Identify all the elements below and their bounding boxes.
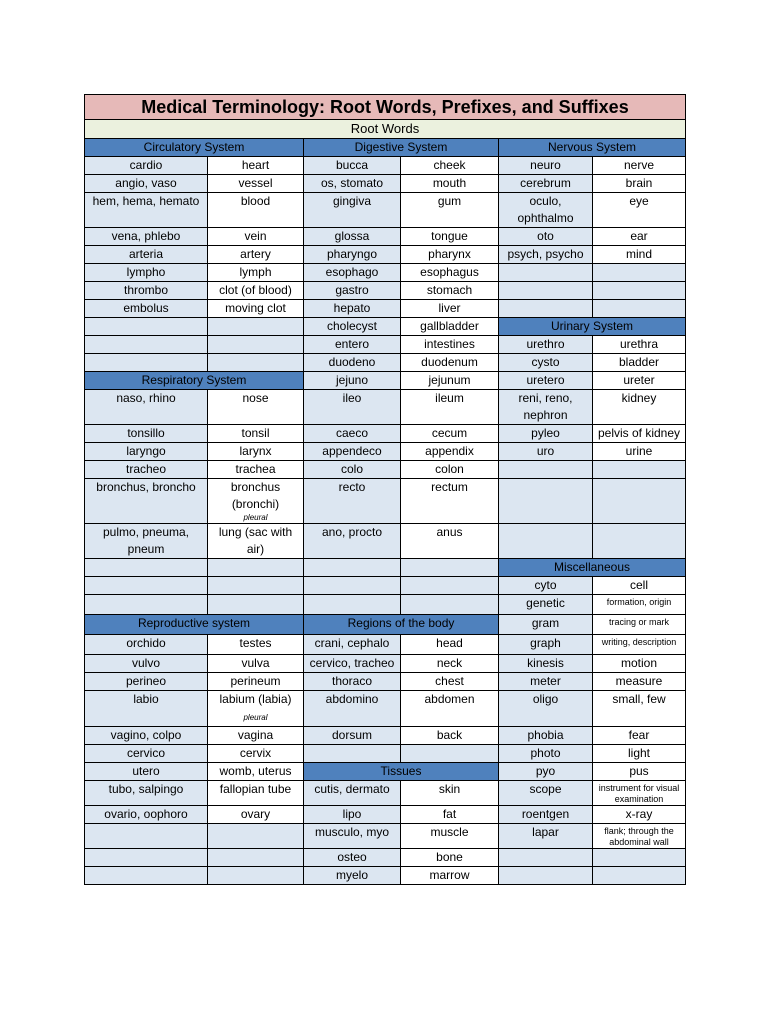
- table-cell: labium (labia) pleural: [208, 691, 304, 727]
- empty-cell: [499, 264, 593, 282]
- root-term: naso, rhino: [85, 390, 208, 425]
- table-row: [85, 318, 686, 336]
- table-row: [85, 300, 686, 318]
- root-term: photo: [499, 745, 593, 763]
- root-term: oculo, ophthalmo: [499, 193, 593, 228]
- table-row: [85, 461, 686, 479]
- term-meaning: mouth: [401, 175, 499, 193]
- table-row: [85, 228, 686, 246]
- term-meaning: larynx: [208, 443, 304, 461]
- table-row: [85, 175, 686, 193]
- empty-cell: [499, 282, 593, 300]
- root-term: esophago: [304, 264, 401, 282]
- empty-cell: [593, 849, 686, 867]
- table-cell: tracing or mark: [593, 615, 686, 635]
- term-meaning: ureter: [593, 372, 686, 390]
- term-meaning: artery: [208, 246, 304, 264]
- table-cell: instrument for visual examination: [593, 781, 686, 806]
- empty-cell: [85, 867, 208, 885]
- root-term: vena, phlebo: [85, 228, 208, 246]
- term-meaning: clot (of blood): [208, 282, 304, 300]
- root-term: scope: [499, 781, 593, 806]
- root-term: orchido: [85, 635, 208, 655]
- table-row: [85, 655, 686, 673]
- term-meaning: back: [401, 727, 499, 745]
- empty-cell: [593, 300, 686, 318]
- root-term: gram: [499, 615, 593, 635]
- empty-cell: [401, 745, 499, 763]
- root-term: duodeno: [304, 354, 401, 372]
- empty-cell: [593, 867, 686, 885]
- section-header: Circulatory System: [85, 139, 304, 157]
- empty-cell: [593, 461, 686, 479]
- empty-cell: [208, 577, 304, 595]
- page-title: Medical Terminology: Root Words, Prefixes, and Suffixes: [85, 95, 686, 120]
- term-meaning: muscle: [401, 824, 499, 849]
- root-term: lapar: [499, 824, 593, 849]
- root-term: ileo: [304, 390, 401, 425]
- term-meaning: marrow: [401, 867, 499, 885]
- table-row: [85, 763, 686, 781]
- table-row: [85, 673, 686, 691]
- root-term: phobia: [499, 727, 593, 745]
- table-row: [85, 157, 686, 175]
- empty-cell: [208, 336, 304, 354]
- table-row: [85, 781, 686, 806]
- table-row: [85, 139, 686, 157]
- term-meaning: anus: [401, 524, 499, 559]
- term-meaning: womb, uterus: [208, 763, 304, 781]
- table-row: [85, 390, 686, 425]
- term-meaning: liver: [401, 300, 499, 318]
- root-term: musculo, myo: [304, 824, 401, 849]
- table-row: [85, 824, 686, 849]
- empty-cell: [208, 867, 304, 885]
- root-term: oto: [499, 228, 593, 246]
- root-term: thrombo: [85, 282, 208, 300]
- root-term: labio: [85, 691, 208, 727]
- root-term: lympho: [85, 264, 208, 282]
- term-meaning: moving clot: [208, 300, 304, 318]
- root-term: osteo: [304, 849, 401, 867]
- term-meaning: motion: [593, 655, 686, 673]
- table-row: [85, 577, 686, 595]
- root-term: cervico, tracheo: [304, 655, 401, 673]
- root-term: dorsum: [304, 727, 401, 745]
- table-row: [85, 745, 686, 763]
- band-row: [85, 120, 686, 139]
- root-term: utero: [85, 763, 208, 781]
- root-term: pyleo: [499, 425, 593, 443]
- title-row: [85, 95, 686, 120]
- root-term: genetic: [499, 595, 593, 615]
- root-term: thoraco: [304, 673, 401, 691]
- table-row: [85, 559, 686, 577]
- term-meaning: cell: [593, 577, 686, 595]
- term-meaning: appendix: [401, 443, 499, 461]
- root-term: neuro: [499, 157, 593, 175]
- root-term: hem, hema, hemato: [85, 193, 208, 228]
- table-row: [85, 615, 686, 635]
- term-meaning: vein: [208, 228, 304, 246]
- term-meaning: kidney: [593, 390, 686, 425]
- term-meaning: gum: [401, 193, 499, 228]
- term-meaning: colon: [401, 461, 499, 479]
- term-meaning: chest: [401, 673, 499, 691]
- empty-cell: [304, 559, 401, 577]
- root-term: bucca: [304, 157, 401, 175]
- term-meaning: urine: [593, 443, 686, 461]
- term-meaning: cecum: [401, 425, 499, 443]
- term-meaning: measure: [593, 673, 686, 691]
- root-term: cysto: [499, 354, 593, 372]
- term-meaning: gallbladder: [401, 318, 499, 336]
- empty-cell: [304, 577, 401, 595]
- section-header: Nervous System: [499, 139, 686, 157]
- table-row: [85, 246, 686, 264]
- section-header: Digestive System: [304, 139, 499, 157]
- table-cell: writing, description: [593, 635, 686, 655]
- table-row: [85, 372, 686, 390]
- term-meaning: abdomen: [401, 691, 499, 727]
- table-row: [85, 524, 686, 559]
- empty-cell: [401, 559, 499, 577]
- term-meaning: head: [401, 635, 499, 655]
- section-band: Root Words: [85, 120, 686, 139]
- term-meaning: vessel: [208, 175, 304, 193]
- root-term: appendeco: [304, 443, 401, 461]
- term-meaning: intestines: [401, 336, 499, 354]
- term-meaning: esophagus: [401, 264, 499, 282]
- root-term: entero: [304, 336, 401, 354]
- term-meaning: ovary: [208, 806, 304, 824]
- root-term: perineo: [85, 673, 208, 691]
- empty-cell: [85, 318, 208, 336]
- root-term: kinesis: [499, 655, 593, 673]
- root-term: graph: [499, 635, 593, 655]
- term-meaning: mind: [593, 246, 686, 264]
- term-meaning: jejunum: [401, 372, 499, 390]
- root-term: angio, vaso: [85, 175, 208, 193]
- term-meaning: stomach: [401, 282, 499, 300]
- root-term: meter: [499, 673, 593, 691]
- empty-cell: [499, 479, 593, 524]
- root-term: pyo: [499, 763, 593, 781]
- root-term: recto: [304, 479, 401, 524]
- table-body: [85, 95, 686, 885]
- root-term: bronchus, broncho: [85, 479, 208, 524]
- empty-cell: [85, 577, 208, 595]
- empty-cell: [499, 867, 593, 885]
- term-meaning: pelvis of kidney: [593, 425, 686, 443]
- terminology-table: [84, 94, 686, 885]
- term-meaning: rectum: [401, 479, 499, 524]
- root-term: roentgen: [499, 806, 593, 824]
- root-term: uro: [499, 443, 593, 461]
- table-row: [85, 691, 686, 727]
- term-meaning: vagina: [208, 727, 304, 745]
- root-term: cardio: [85, 157, 208, 175]
- table-row: [85, 806, 686, 824]
- root-term: vulvo: [85, 655, 208, 673]
- empty-cell: [208, 824, 304, 849]
- term-meaning: ileum: [401, 390, 499, 425]
- section-header: Miscellaneous: [499, 559, 686, 577]
- empty-cell: [499, 849, 593, 867]
- table-row: [85, 479, 686, 524]
- term-meaning: tonsil: [208, 425, 304, 443]
- root-term: tubo, salpingo: [85, 781, 208, 806]
- table-row: [85, 443, 686, 461]
- section-header: Reproductive system: [85, 615, 304, 635]
- section-header: Regions of the body: [304, 615, 499, 635]
- root-term: oligo: [499, 691, 593, 727]
- table-row: [85, 282, 686, 300]
- root-term: reni, reno, nephron: [499, 390, 593, 425]
- table-row: [85, 867, 686, 885]
- root-term: os, stomato: [304, 175, 401, 193]
- term-meaning: fat: [401, 806, 499, 824]
- term-meaning: pharynx: [401, 246, 499, 264]
- empty-cell: [499, 300, 593, 318]
- table-row: [85, 595, 686, 615]
- table-row: [85, 727, 686, 745]
- empty-cell: [401, 577, 499, 595]
- root-term: myelo: [304, 867, 401, 885]
- term-meaning: fear: [593, 727, 686, 745]
- root-term: arteria: [85, 246, 208, 264]
- root-term: cyto: [499, 577, 593, 595]
- term-meaning: x-ray: [593, 806, 686, 824]
- empty-cell: [208, 559, 304, 577]
- root-term: gingiva: [304, 193, 401, 228]
- term-meaning: light: [593, 745, 686, 763]
- empty-cell: [208, 849, 304, 867]
- root-term: colo: [304, 461, 401, 479]
- term-meaning: tongue: [401, 228, 499, 246]
- table-row: [85, 193, 686, 228]
- root-term: tonsillo: [85, 425, 208, 443]
- empty-cell: [85, 559, 208, 577]
- term-meaning: nose: [208, 390, 304, 425]
- term-meaning: heart: [208, 157, 304, 175]
- table-row: [85, 264, 686, 282]
- empty-cell: [593, 479, 686, 524]
- term-meaning: fallopian tube: [208, 781, 304, 806]
- term-meaning: brain: [593, 175, 686, 193]
- empty-cell: [85, 336, 208, 354]
- empty-cell: [85, 595, 208, 615]
- empty-cell: [85, 849, 208, 867]
- root-term: tracheo: [85, 461, 208, 479]
- term-meaning: eye: [593, 193, 686, 228]
- empty-cell: [304, 745, 401, 763]
- empty-cell: [593, 524, 686, 559]
- cell-note: pleural: [243, 513, 268, 522]
- table-row: [85, 336, 686, 354]
- empty-cell: [593, 264, 686, 282]
- empty-cell: [304, 595, 401, 615]
- section-header: Respiratory System: [85, 372, 304, 390]
- root-term: caeco: [304, 425, 401, 443]
- empty-cell: [85, 824, 208, 849]
- empty-cell: [208, 595, 304, 615]
- term-meaning: vulva: [208, 655, 304, 673]
- term-meaning: lung (sac with air): [208, 524, 304, 559]
- section-header: Urinary System: [499, 318, 686, 336]
- table-row: [85, 425, 686, 443]
- cell-note: pleural: [243, 713, 268, 722]
- root-term: jejuno: [304, 372, 401, 390]
- table-cell: bronchus (bronchi) pleural: [208, 479, 304, 524]
- table-cell: formation, origin: [593, 595, 686, 615]
- root-term: lipo: [304, 806, 401, 824]
- root-term: pharyngo: [304, 246, 401, 264]
- root-term: uretero: [499, 372, 593, 390]
- term-meaning: cervix: [208, 745, 304, 763]
- root-term: pulmo, pneuma, pneum: [85, 524, 208, 559]
- root-term: ano, procto: [304, 524, 401, 559]
- term-meaning: trachea: [208, 461, 304, 479]
- root-term: cutis, dermato: [304, 781, 401, 806]
- term-meaning: cheek: [401, 157, 499, 175]
- term-meaning: blood: [208, 193, 304, 228]
- empty-cell: [401, 595, 499, 615]
- table-row: [85, 635, 686, 655]
- term-meaning: pus: [593, 763, 686, 781]
- empty-cell: [593, 282, 686, 300]
- term-meaning: testes: [208, 635, 304, 655]
- root-term: embolus: [85, 300, 208, 318]
- root-term: abdomino: [304, 691, 401, 727]
- term-meaning: lymph: [208, 264, 304, 282]
- table-row: [85, 849, 686, 867]
- empty-cell: [208, 354, 304, 372]
- table-row: [85, 354, 686, 372]
- section-header: Tissues: [304, 763, 499, 781]
- term-meaning: neck: [401, 655, 499, 673]
- term-meaning: urethra: [593, 336, 686, 354]
- root-term: gastro: [304, 282, 401, 300]
- term-meaning: small, few: [593, 691, 686, 727]
- root-term: urethro: [499, 336, 593, 354]
- term-meaning: ear: [593, 228, 686, 246]
- term-meaning: duodenum: [401, 354, 499, 372]
- root-term: crani, cephalo: [304, 635, 401, 655]
- root-term: laryngo: [85, 443, 208, 461]
- root-term: hepato: [304, 300, 401, 318]
- root-term: ovario, oophoro: [85, 806, 208, 824]
- term-meaning: skin: [401, 781, 499, 806]
- empty-cell: [85, 354, 208, 372]
- root-term: cerebrum: [499, 175, 593, 193]
- root-term: cervico: [85, 745, 208, 763]
- root-term: vagino, colpo: [85, 727, 208, 745]
- table-cell: flank; through the abdominal wall: [593, 824, 686, 849]
- term-meaning: bladder: [593, 354, 686, 372]
- term-meaning: bone: [401, 849, 499, 867]
- empty-cell: [499, 524, 593, 559]
- empty-cell: [208, 318, 304, 336]
- term-meaning: perineum: [208, 673, 304, 691]
- term-meaning: nerve: [593, 157, 686, 175]
- root-term: glossa: [304, 228, 401, 246]
- root-term: psych, psycho: [499, 246, 593, 264]
- root-term: cholecyst: [304, 318, 401, 336]
- empty-cell: [499, 461, 593, 479]
